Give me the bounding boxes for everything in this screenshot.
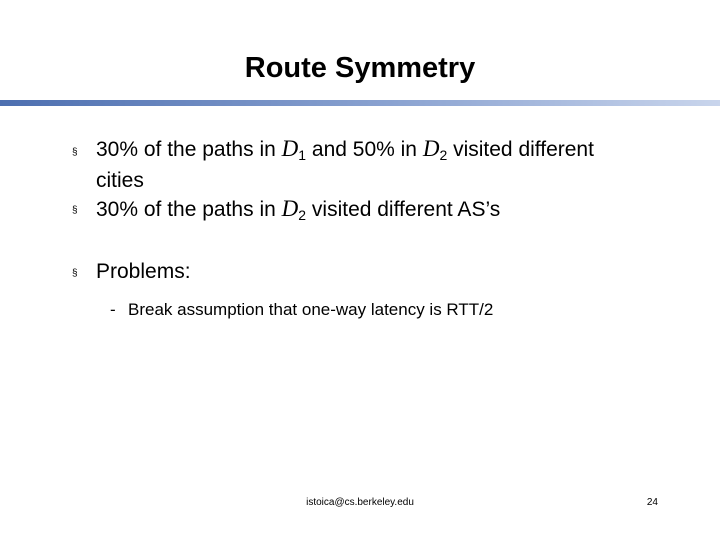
title-divider [0,98,720,108]
text-run: cities [96,169,144,192]
bullet-marker: § [72,147,78,158]
slide-title: Route Symmetry [244,52,476,84]
footer-email: istoica@cs.berkeley.edu [306,497,414,508]
text-run: 30% of the paths in [96,138,282,161]
text-run: visited different [447,138,594,161]
sub-bullet-text: Break assumption that one-way latency is RTT/2 [128,300,494,319]
bullet-marker: § [72,205,78,216]
subscript: 2 [439,147,448,163]
bullet-text-3: Problems: [96,260,191,283]
text-run: visited different AS’s [306,198,501,221]
variable-d: D [422,136,440,161]
bullet-text-1 [96,136,696,194]
variable-d: D [281,136,299,161]
sub-bullet-marker: - [110,300,116,319]
variable-d: D [281,196,299,221]
text-run: and 50% in [306,138,423,161]
page-number: 24 [646,497,658,508]
bullet-marker: § [72,268,78,279]
subscript: 1 [298,147,307,163]
bullet-text-2 [96,196,696,228]
subscript: 2 [298,207,307,223]
text-run: 30% of the paths in [96,198,282,221]
